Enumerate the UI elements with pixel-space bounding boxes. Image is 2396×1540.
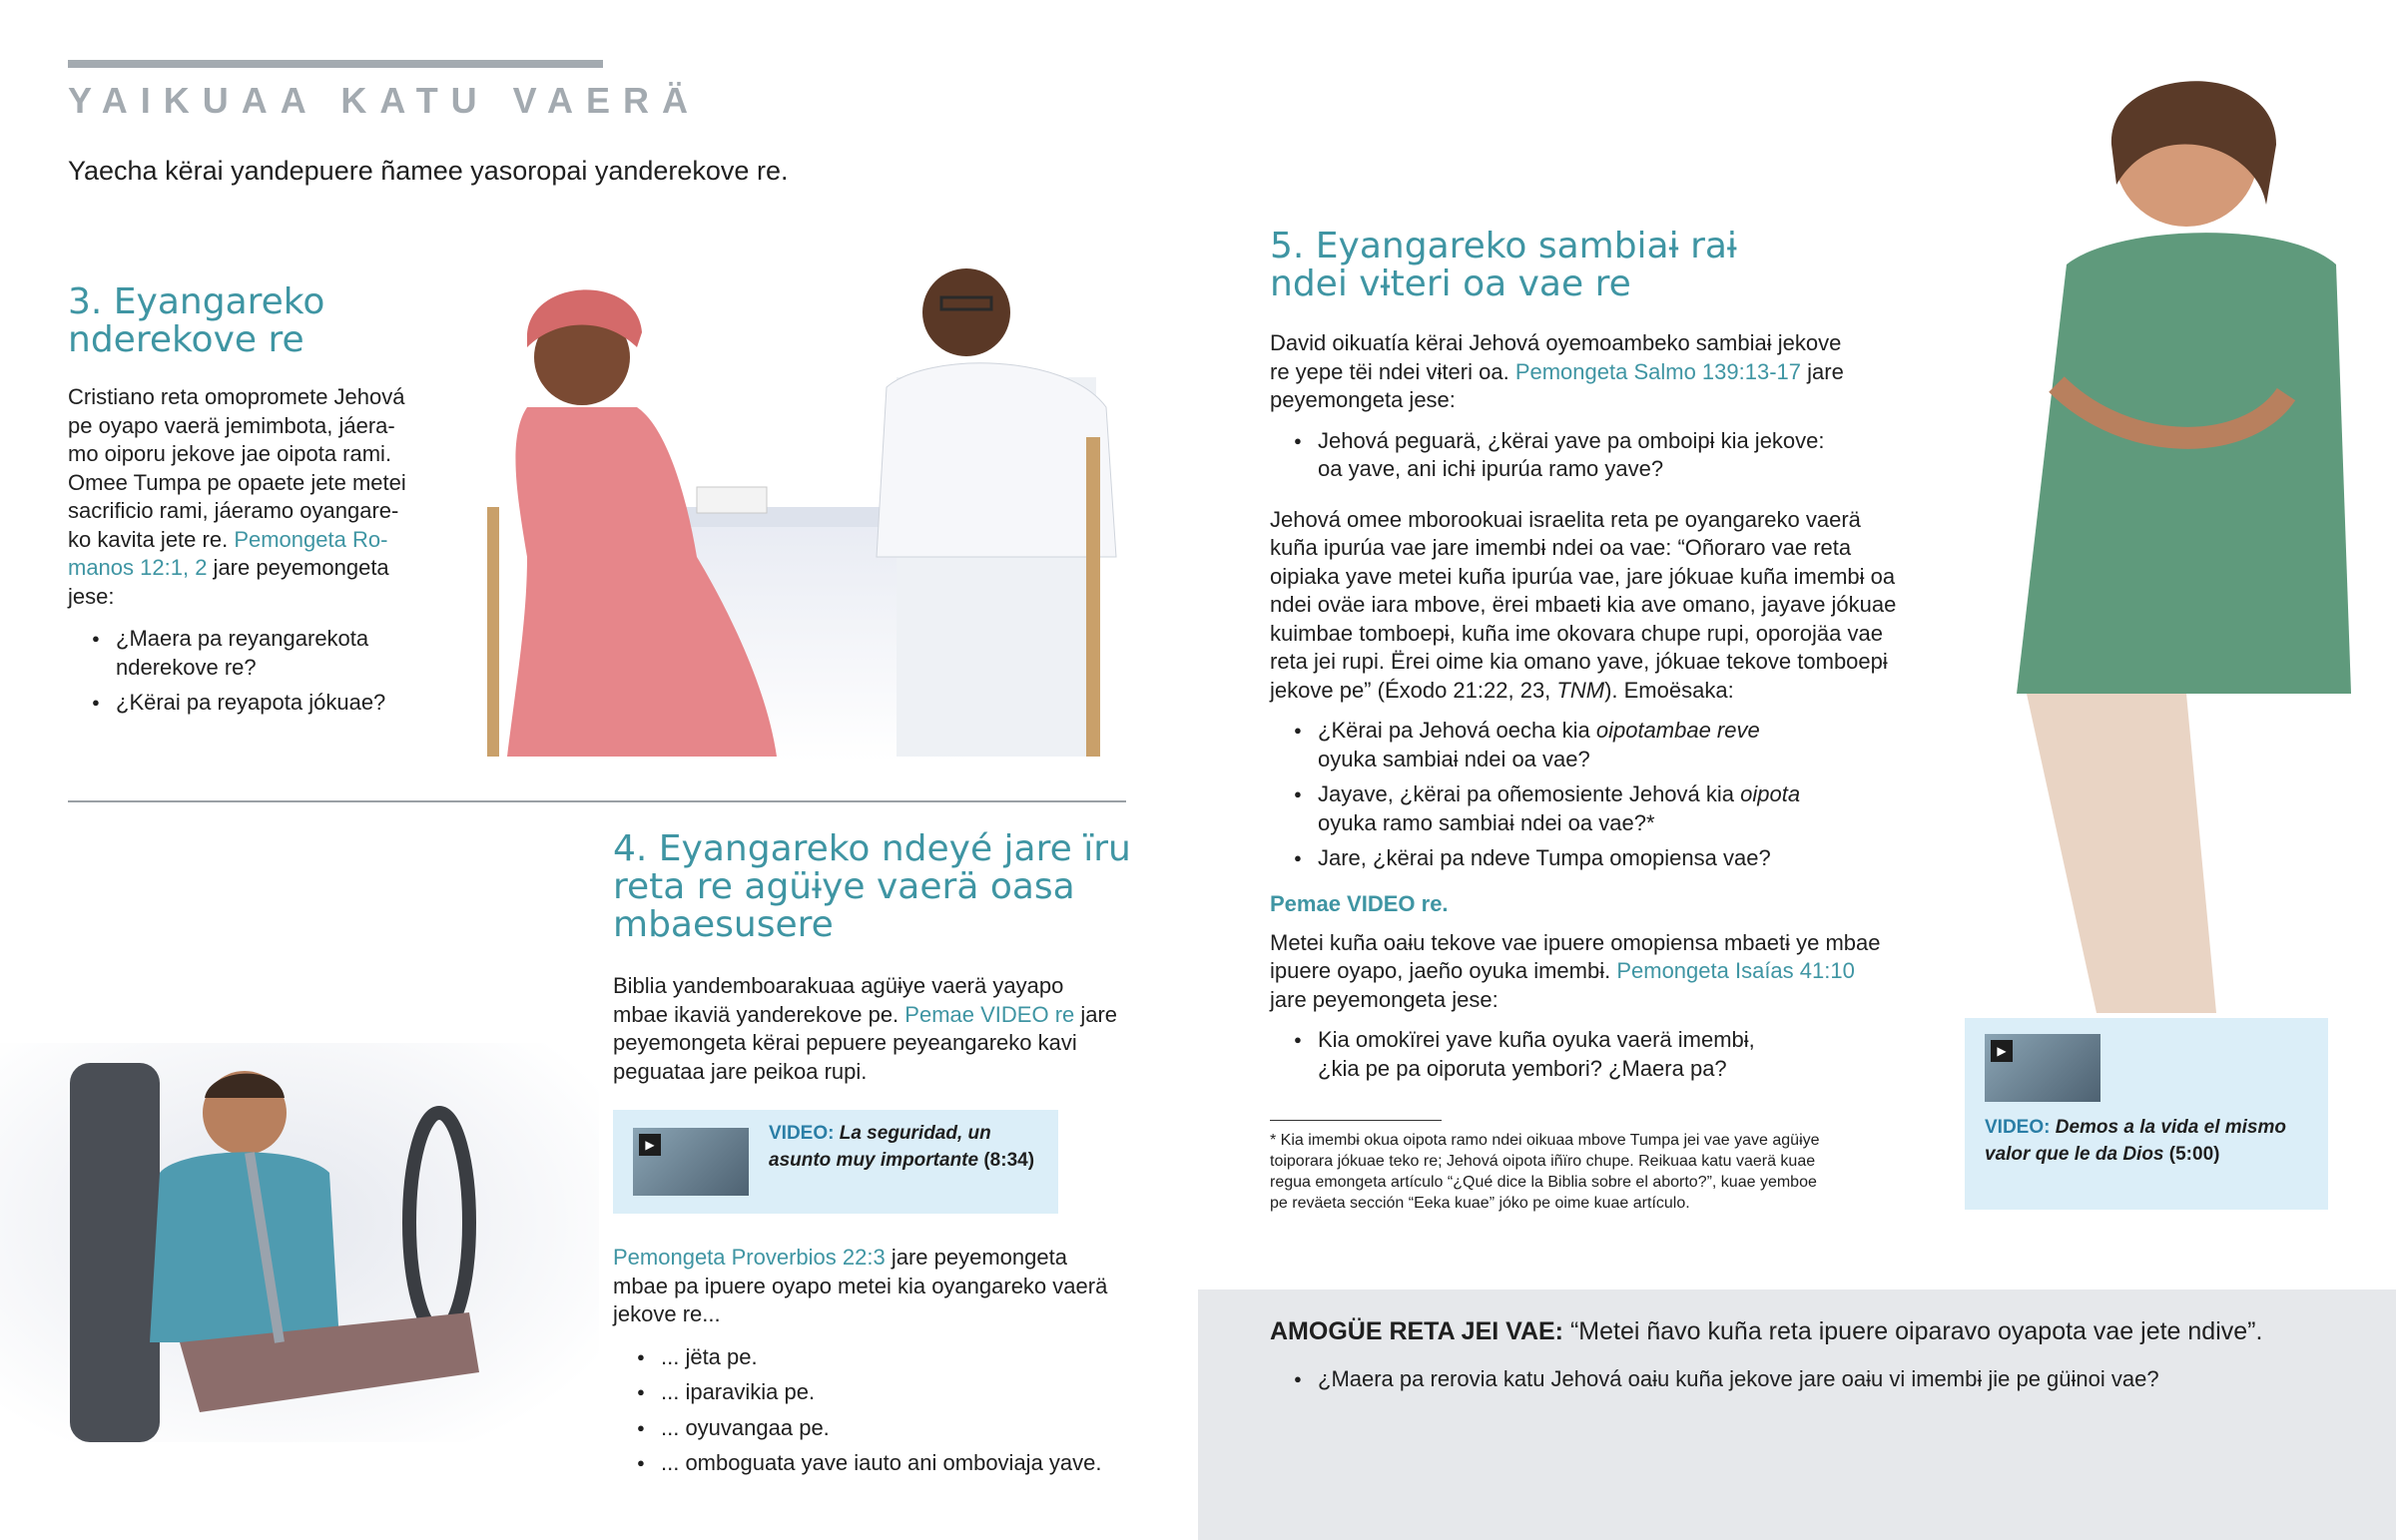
section-3-body	[68, 383, 447, 611]
section-5-intro	[1270, 329, 1949, 415]
video-card-value-life[interactable]	[1965, 1018, 2328, 1210]
question-item	[1270, 780, 1949, 837]
body-line	[68, 554, 447, 583]
summary-quote: “Metei ñavo kuña reta ipuere oiparavo oyapota vae jete ndive”.	[1563, 1317, 2263, 1345]
body-text: jare peyemongeta jese:	[1270, 358, 1844, 412]
body-text: ). Emoësaka:	[1604, 677, 1734, 703]
q-text-italic: oipotambae reve	[1595, 718, 1760, 743]
section-3	[68, 283, 447, 725]
footnote: * Kia imembɨ okua oipota ramo ndei oikuaa mbove Tumpa jei vae yave agüɨye toiporara jókuae teko re; Jehová oipota iñïro chupe. Reikuaa katu vaerä kuae regua emongeta artículo “¿Qué dice la Biblia sobre el aborto?”, kuae yemboe pe reväeta sección “Eeka kuae” jóko pe oime kuae artículo.	[1270, 1132, 1820, 1212]
q-text: oyuka ramo sambiaɨ ndei oa vae?*	[1318, 809, 1655, 835]
summary-question-list	[1270, 1365, 2368, 1401]
question-list	[1270, 427, 1949, 484]
situation-list	[613, 1343, 1172, 1478]
section-kicker: YAIKUAA KATU VAERÄ	[68, 80, 702, 121]
body-text: jare peyemongeta	[207, 555, 389, 580]
question-list	[1270, 717, 1949, 873]
q-text: Jayave, ¿kërai pa oñemosiente Jehová kia	[1318, 781, 1741, 806]
scripture-link-psalms[interactable]: Pemongeta Salmo 139:13-17	[1514, 358, 1802, 384]
intro-text: Yaecha kërai yandepuere ñamee yasoropai yanderekove re.	[68, 156, 789, 186]
body-line: Cristiano reta omopromete Jehová	[68, 384, 405, 409]
video-card-safety[interactable]	[613, 1110, 1058, 1214]
video-label	[1985, 1114, 2314, 1168]
title-line: 3. Eyangareko	[68, 281, 325, 322]
video-duration: (5:00)	[2168, 1144, 2220, 1165]
question-item: ● ¿Kërai pa reyapota jókuae?	[68, 689, 447, 718]
body-text: Jehová omee mborookuai israelita reta pe oyangareko vaerä kuña ipurúa vae jare imembɨ ndei oa vae: “Oñoraro vae reta oipiaka yave metei kuña ipurúa vae, jare jókuae kuña imembɨ oa ndei oväe iara mbove, ërei mbaetɨ kia ave omano, jayave jókuae kuimbae tomboepɨ, kuña ime okovara chupe rupi, oporojäa vae reta jei rupi. Ërei oime kia omano yave, jókuae tekove tomboepɨ jekove pe” (Éxodo 21:22, 23,	[1270, 506, 1897, 703]
body-text-italic: TNM	[1556, 677, 1605, 703]
situation-item: ● ... omboguata yave iauto ani omboviaja yave.	[613, 1449, 1172, 1478]
section-4-proverbs	[613, 1244, 1172, 1485]
section-4	[613, 830, 1142, 1086]
section-4-title: 4. Eyangareko ndeyé jare ïru reta re agüɨye vaerä oasa mbaesusere	[613, 828, 1131, 945]
summary-box	[1198, 1289, 2396, 1540]
exodus-paragraph	[1270, 506, 1949, 706]
situation-item: ● ... jëta pe.	[613, 1343, 1172, 1372]
header-rule	[68, 60, 603, 68]
summary-label: AMOGÜE RETA JEI VAE:	[1270, 1317, 1564, 1345]
question-item	[1270, 717, 1949, 773]
video-duration: (8:34)	[983, 1150, 1035, 1171]
section-divider	[68, 800, 1126, 802]
proverbs-paragraph	[613, 1244, 1172, 1329]
summary-question: ● ¿Maera pa rerovia katu Jehová oaɨu kuña jekove jare oaɨu vi imembɨ jie pe güɨnoi vae?	[1270, 1365, 2368, 1394]
body-text: David oikuatía kërai Jehová oyemoambeko sambiaɨ jekove re yepe tëi ndei vɨteri oa.	[1270, 330, 1842, 384]
body-text: jare peyemongeta jese:	[1270, 986, 1498, 1012]
body-text: Biblia yandemboarakuaa agüɨye vaerä yayapo mbae ikaviä yanderekove pe.	[613, 973, 1064, 1027]
doctor-visit-illustration	[467, 257, 1126, 767]
situation-item: ● ... oyuvangaa pe.	[613, 1414, 1172, 1443]
footnote-rule	[1270, 1120, 1442, 1121]
video-label	[769, 1120, 1048, 1174]
pregnant-woman-illustration	[1957, 35, 2356, 1018]
video-key: VIDEO:	[769, 1123, 835, 1144]
video-key: VIDEO:	[1985, 1117, 2051, 1138]
question-item: ● Jare, ¿kërai pa ndeve Tumpa omopiensa vae?	[1270, 844, 1949, 873]
scripture-link-romans-cont[interactable]: manos 12:1, 2	[68, 555, 208, 580]
section-5	[1270, 228, 1949, 1090]
scripture-link-proverbs[interactable]: Pemongeta Proverbios 22:3	[613, 1245, 886, 1270]
title-line: nderekove re	[68, 319, 304, 360]
body-line: sacrificio rami, jáeramo oyangare-	[68, 498, 399, 523]
question-list	[1270, 1026, 1949, 1083]
body-line: pe oyapo vaerä jemimbota, jáera-	[68, 412, 395, 438]
play-icon: ▶	[639, 1134, 661, 1156]
scripture-link-romans[interactable]: Pemongeta Ro-	[234, 526, 388, 552]
body-line: jese:	[68, 583, 115, 609]
body-text: jare peyemongeta mbae pa ipuere oyapo metei kia oyangareko vaerä jekove re...	[613, 1245, 1108, 1326]
video-title: La seguridad, un asunto muy importante	[769, 1123, 991, 1171]
question-item: ● ¿Maera pa reyangarekota nderekove re?	[68, 625, 447, 682]
summary-quote-line	[1270, 1317, 2368, 1346]
section-5-title: 5. Eyangareko sambiaɨ raɨ ndei vɨteri oa vae re	[1270, 226, 1737, 304]
body-text: ko kavita jete re.	[68, 526, 235, 552]
q-text: ¿Kërai pa Jehová oecha kia	[1318, 718, 1596, 743]
situation-item: ● ... iparavikia pe.	[613, 1378, 1172, 1407]
body-line	[68, 526, 447, 555]
question-item: ● Jehová peguarä, ¿kërai yave pa omboipɨ kia jekove: oa yave, ani ichɨ ipurúa ramo yave?	[1270, 427, 1949, 484]
scripture-link-isaiah[interactable]: Pemongeta Isaías 41:10	[1616, 958, 1855, 983]
video-title: Demos a la vida el mismo valor que le da Dios	[1985, 1117, 2286, 1165]
video-link[interactable]: Pemae VIDEO re	[904, 1001, 1075, 1027]
isaiah-paragraph	[1270, 929, 1949, 1015]
body-text: jare peyemongeta kërai pepuere peyeangareko kavi peguataa jare peikoa rupi.	[613, 1001, 1118, 1084]
video-thumbnail[interactable]	[1985, 1034, 2100, 1102]
seatbelt-illustration	[0, 1043, 599, 1442]
video-thumbnail[interactable]	[633, 1128, 749, 1196]
section-4-body	[613, 972, 1142, 1086]
question-item: ● Kia omokïrei yave kuña oyuka vaerä imembɨ, ¿kia pe pa oiporuta yembori? ¿Maera pa?	[1270, 1026, 1949, 1083]
question-list	[68, 625, 447, 718]
q-text: oyuka sambiaɨ ndei oa vae?	[1318, 746, 1590, 771]
section-3-title	[68, 283, 447, 359]
video-link[interactable]: Pemae VIDEO re.	[1270, 890, 1449, 916]
q-text-italic: oipota	[1740, 781, 1801, 806]
body-line: mo oiporu jekove jae oipota rami.	[68, 441, 392, 466]
play-icon: ▶	[1991, 1040, 2013, 1062]
body-line: Omee Tumpa pe opaete jete metei	[68, 469, 406, 495]
body-text: Metei kuña oaɨu tekove vae ipuere omopiensa mbaetɨ ye mbae ipuere oyapo, jaeño oyuka imembɨ.	[1270, 929, 1881, 983]
